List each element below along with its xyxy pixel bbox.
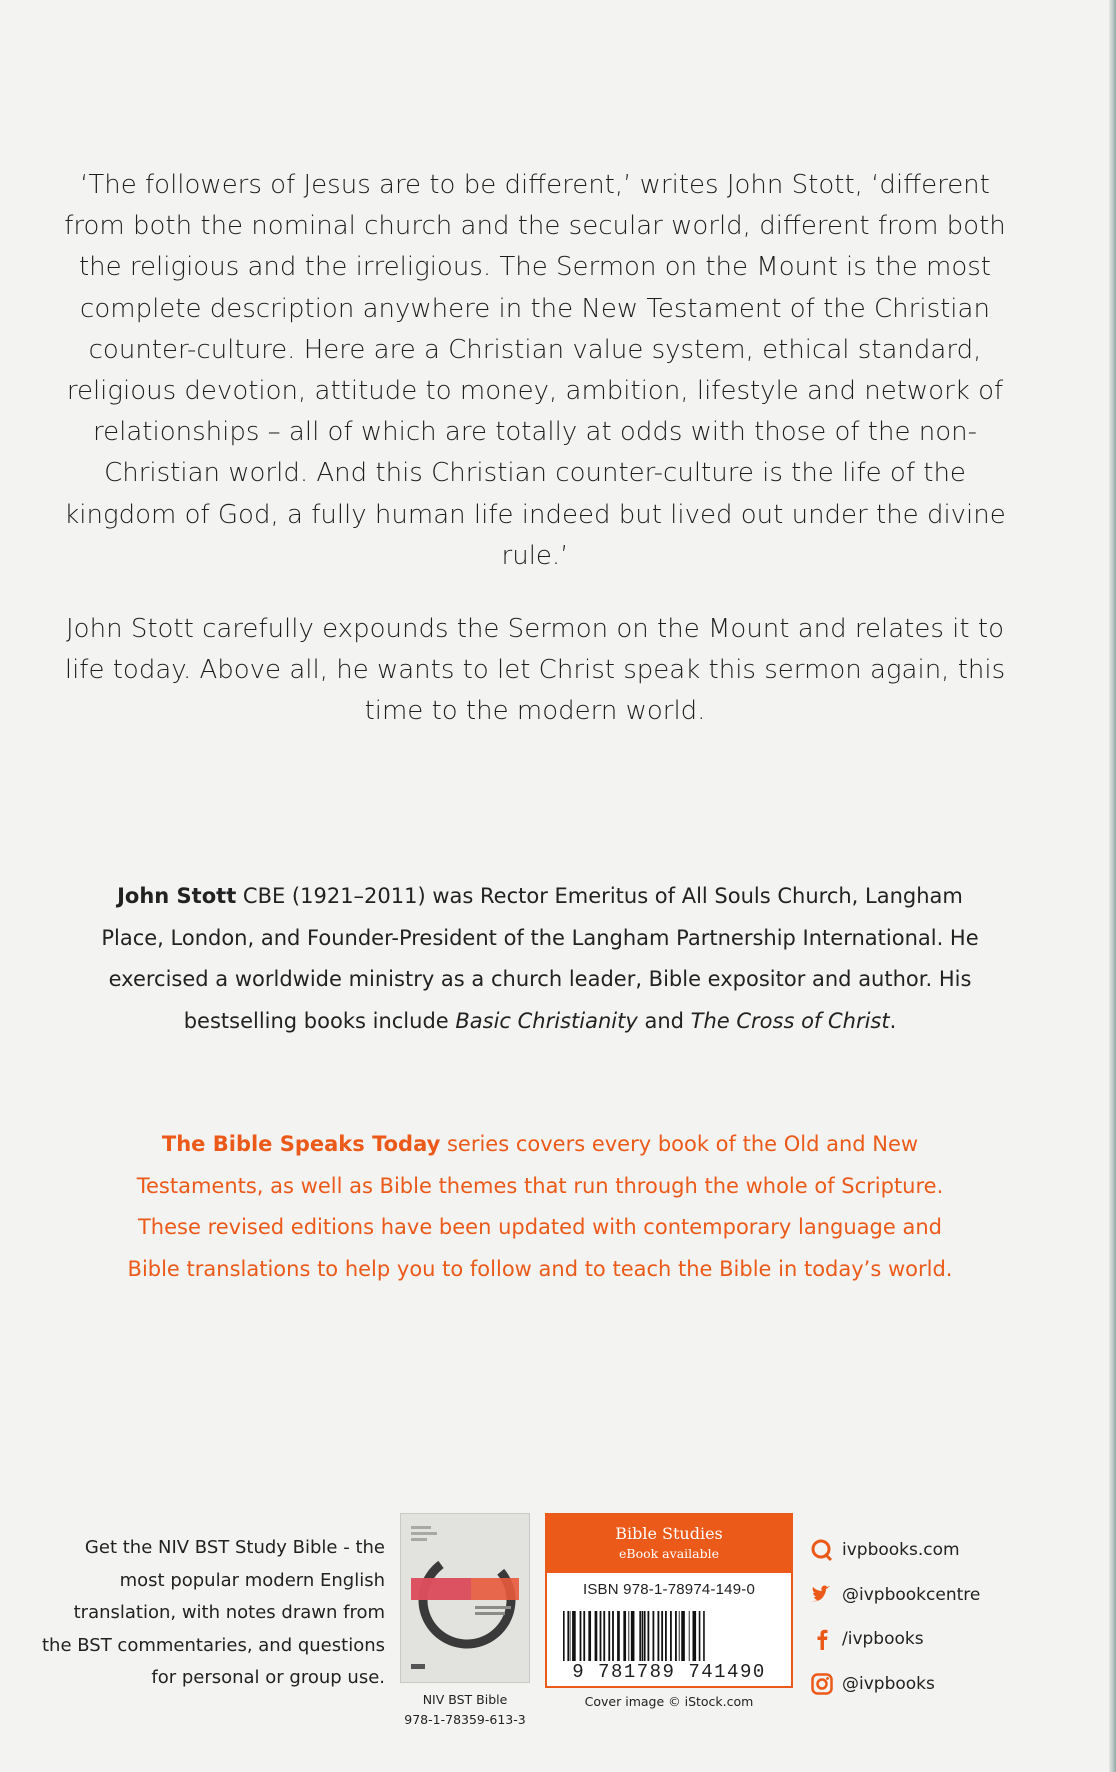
caption-title: NIV BST Bible xyxy=(422,1692,508,1707)
caption-isbn: 978-1-78359-613-3 xyxy=(404,1712,526,1727)
book-title: Basic Christianity xyxy=(455,1008,638,1033)
author-name: John Stott xyxy=(117,884,237,908)
social-label: @ivpbookcentre xyxy=(842,1584,981,1605)
author-bio xyxy=(90,876,990,1042)
bio-text: CBE (1921–2011) was Rector Emeritus of All Souls Church, Langham Place, London, and Founder-President of the Langham Partnership International. He exercised a worldwide ministry as a church leader, Bible expositor and author. His bestselling books include xyxy=(101,884,979,1033)
social-label: @ivpbooks xyxy=(842,1673,935,1694)
social-label: ivpbooks.com xyxy=(842,1540,960,1561)
bio-conjunction: and xyxy=(637,1008,691,1033)
book-title: The Cross of Christ xyxy=(690,1008,890,1033)
series-text: series covers every book of the Old and New Testaments, as well as Bible themes that run through the whole of Scripture. These revised editions have been updated with contemporary language and Bible translations to help you to follow and to teach the Bible in today’s world. xyxy=(127,1132,953,1281)
instagram-icon xyxy=(810,1672,834,1696)
social-link-twitter[interactable] xyxy=(810,1573,1020,1618)
isbn-number: ISBN 978-1-78974-149-0 xyxy=(582,1581,755,1598)
social-link-instagram[interactable] xyxy=(810,1662,1020,1707)
series-name: The Bible Speaks Today xyxy=(161,1132,441,1156)
summary-paragraph: John Stott carefully expounds the Sermon on the Mount and relates it to life today. Above all, he wants to let Christ speak this sermon again, this time to the modern world. xyxy=(64,614,1006,727)
niv-bst-bible-cover-image xyxy=(400,1513,530,1683)
book-spine-edge xyxy=(1109,0,1116,1772)
twitter-icon xyxy=(810,1583,834,1607)
social-links xyxy=(810,1528,1020,1706)
niv-bst-caption xyxy=(395,1690,535,1730)
ivp-logo-icon xyxy=(810,1538,834,1562)
category-label: Bible Studies xyxy=(615,1524,723,1543)
quote-block xyxy=(60,165,1010,733)
bio-end: . xyxy=(889,1008,897,1033)
quote-paragraph: ‘The followers of Jesus are to be different,’ writes John Stott, ‘different from both the nominal church and the secular world, different from both the religious and the irreligious. The Sermon on the Mount is the most complete description anywhere in the New Testament of the Christian counter-culture. Here are a Christian value system, ethical standard, religious devotion, attitude to money, ambition, lifestyle and network of relationships – all of which are totally at odds with those of the non-Christian world. And this Christian counter-culture is the life of the kingdom of God, a fully human life indeed but lived out under the divine rule.’ xyxy=(64,170,1006,571)
isbn-barcode-box xyxy=(545,1513,793,1688)
category-banner xyxy=(547,1515,791,1573)
study-bible-promo: Get the NIV BST Study Bible - the most popular modern English translation, with notes drawn from the BST commentaries, and questions for personal or group use. xyxy=(41,1537,385,1688)
social-link-website[interactable] xyxy=(810,1528,1020,1573)
cover-image-credit: Cover image © iStock.com xyxy=(584,1694,754,1709)
social-link-facebook[interactable] xyxy=(810,1617,1020,1662)
social-label: /ivpbooks xyxy=(842,1629,924,1650)
barcode-digits: 9 781789 741490 xyxy=(547,1661,791,1683)
ebook-label: eBook available xyxy=(619,1546,719,1561)
facebook-icon xyxy=(810,1627,834,1651)
series-description xyxy=(120,1124,960,1290)
